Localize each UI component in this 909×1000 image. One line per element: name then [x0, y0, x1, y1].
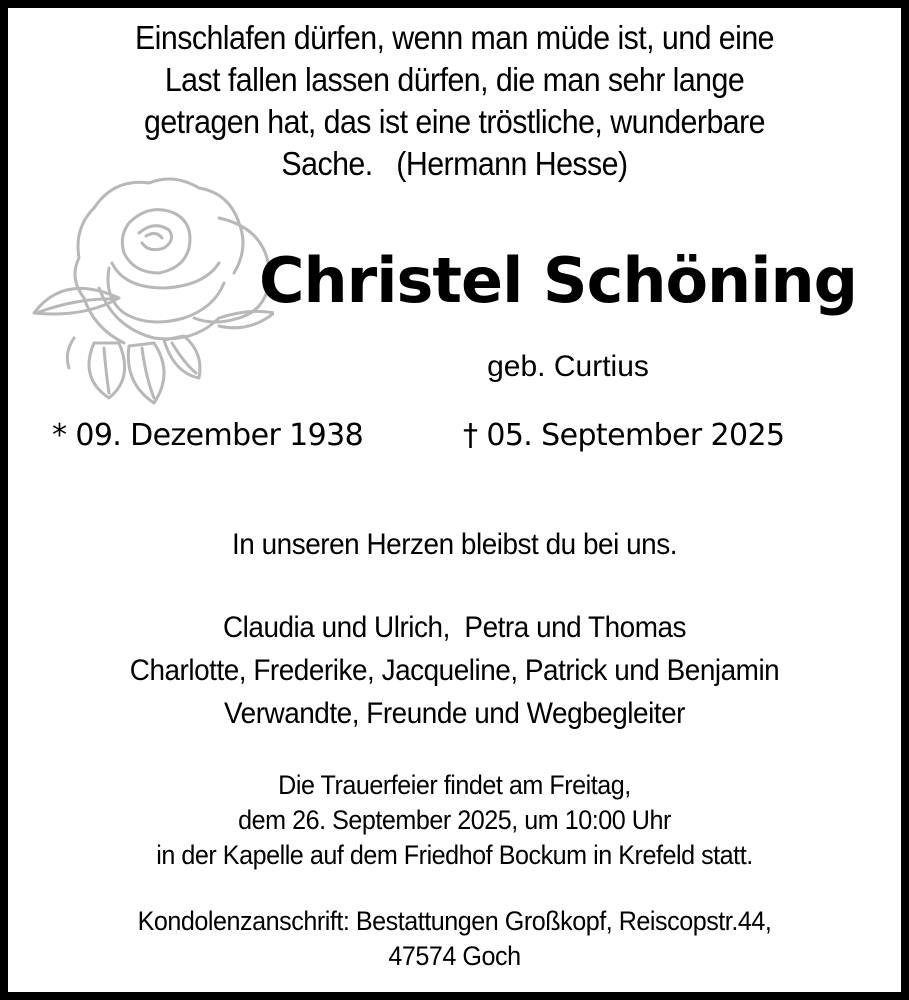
mourners-line-3: Verwandte, Freunde und Wegbegleiter: [224, 697, 685, 730]
quote-line-1: Einschlafen dürfen, wenn man müde ist, und eine: [134, 19, 774, 56]
birth-date: * 09. Dezember 1938: [52, 418, 364, 453]
deceased-name: Christel Schöning: [259, 244, 857, 317]
rose-icon: [24, 168, 274, 408]
motto: In unseren Herzen bleibst du bei uns.: [231, 528, 677, 561]
quote-line-2: Last fallen lassen dürfen, die man sehr lange: [164, 61, 745, 98]
birth-name: geb. Curtius: [487, 350, 649, 383]
funeral-line-3: in der Kapelle auf dem Friedhof Bockum in Krefeld statt.: [156, 840, 753, 870]
mourners-line-2: Charlotte, Frederike, Jacqueline, Patrick und Benjamin: [129, 654, 780, 687]
condolence-line-2: 47574 Goch: [388, 941, 521, 971]
quote-attribution: Sache. (Hermann Hesse): [281, 145, 628, 182]
mourners-line-1: Claudia und Ulrich, Petra und Thomas: [222, 611, 687, 644]
quote-line-3: getragen hat, das ist eine tröstliche, wunderbare: [143, 103, 766, 140]
funeral-line-2: dem 26. September 2025, um 10:00 Uhr: [238, 805, 671, 835]
obituary-card: [8, 8, 901, 992]
death-date: † 05. September 2025: [463, 418, 785, 453]
condolence-line-1: Kondolenzanschrift: Bestattungen Großkopf, Reiscopstr.44,: [137, 906, 772, 936]
funeral-line-1: Die Trauerfeier findet am Freitag,: [278, 770, 631, 800]
